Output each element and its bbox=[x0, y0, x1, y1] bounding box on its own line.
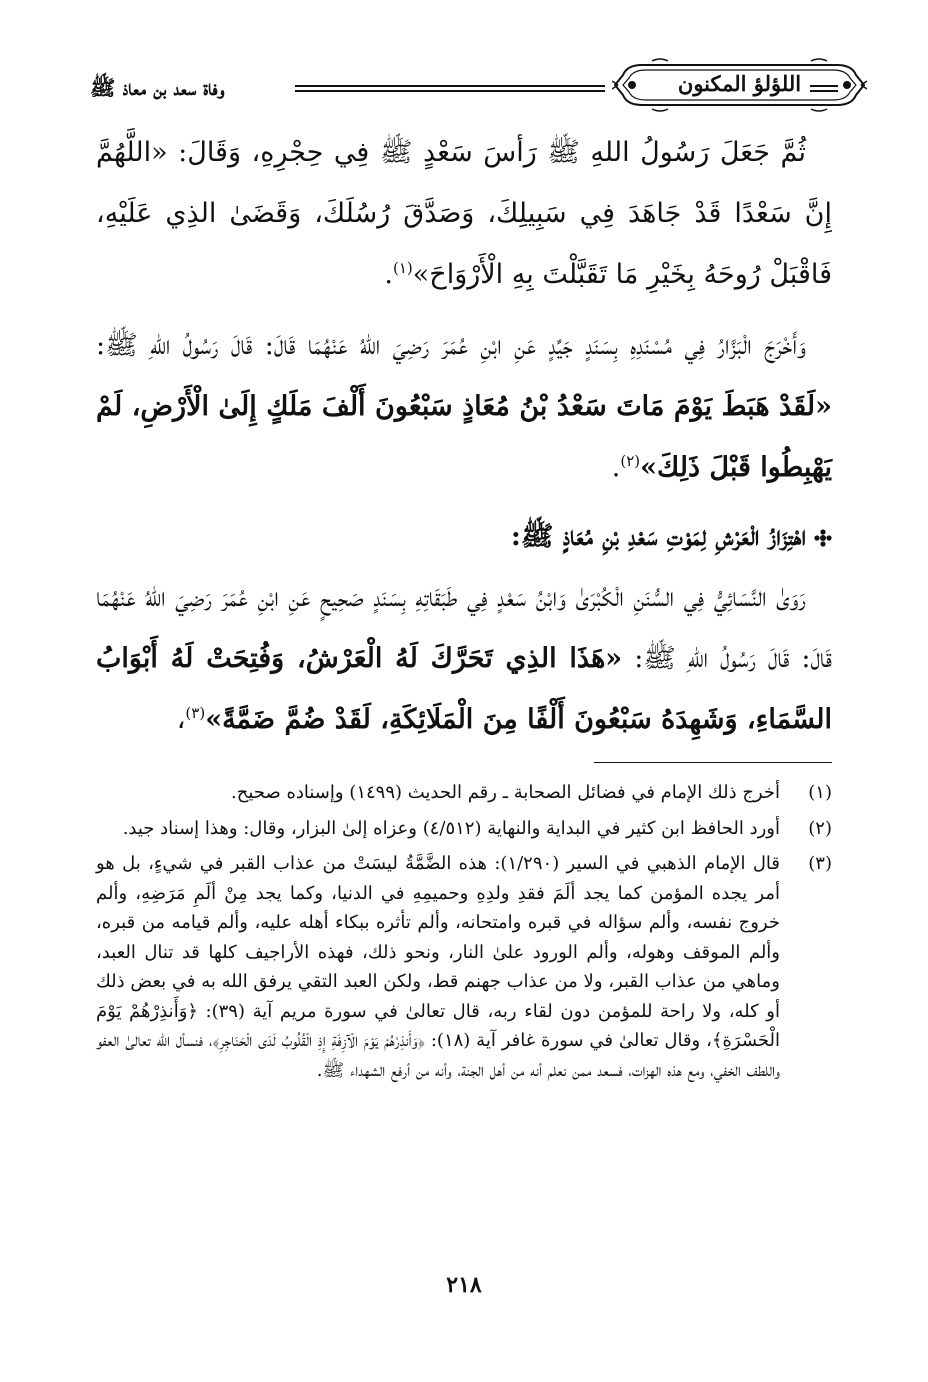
flower-bullet-icon bbox=[814, 529, 832, 547]
footnote-number: (١) bbox=[808, 782, 832, 803]
paragraph-1: ثُمَّ جَعَلَ رَسُولُ اللهِ ﷺ رَأسَ سَعْدٍ ﷺ فِي حِجْرِهِ، وَقَالَ: «اللَّهُمَّ إِنَّ سَعْدًا قَدْ جَاهَدَ فِي سَبِيلِكَ، وَصَدَّقَ رُسُلَكَ، وَقَضَىٰ الذِي عَلَيْهِ، فَاقْبَلْ رُوحَهُ بِخَيْرِ مَا تَقَبَّلْتَ بِهِ الْأَرْوَاحَ»$^{(١)}$. bbox=[96, 137, 832, 290]
footnote-text: قال الإمام الذهبي في السير (١/٢٩٠): هذه الضَّمَّةُ ليسَتْ من عذاب القبر في شيءٍ، بل هو أمر يجده المؤمن كما يجد ألَمَ فقدِ ولدِهِ وحميمِهِ في الدنيا، وكما يجد مِنْ ألَمِ مَرَضِهِ، وألم خروج نفسه، وألم سؤاله في قبره وامتحانه، وألم تأثره ببكاء أهله عليه، وألم قيامه من قبره، وألم الموقف وهوله، وألم الورود علىٰ النار، ونحو ذلك، فهذه الأراجيف كلها قد تنال العبد، وماهي من عذاب القبر، ولا من عذاب جهنم قط، ولكن العبد التقي يرفق الله به في بعض ذلك أو كله، ولا راحة للمؤمن دون لقاء ربه، قال تعالىٰ في سورة مريم آية (٣٩): ﴿وَأَنذِرْهُمْ يَوْمَ الْحَسْرَةِ﴾، وقال تعالىٰ في سورة غافر آية (١٨): ﴿وَأَنذِرْهُمْ يَوْمَ الْآزِفَةِ إِذِ الْقُلُوبُ لَدَى الْحَنَاجِرِ﴾، فنسأل الله تعالىٰ العفو واللطف الخفي، ومع هذه الهزات، فسعد ممن نعلم أنه من أهل الجنة، وأنه من أرفع الشهداء ﷺ. bbox=[96, 853, 780, 1081]
page-number: ٢١٨ bbox=[446, 1272, 482, 1298]
paragraph-3: رَوَىٰ النَّسَائِيُّ فِي السُّنَنِ الْكُبْرَىٰ وَابْنُ سَعْدٍ فِي طَبَقَاتِهِ بِسَنَدٍ صَحِيحٍ عَنِ ابْنِ عُمَرَ رَضِيَ اللهُ عَنْهُمَا قَالَ: قَالَ رَسُولُ اللهِ ﷺ: «هَذَا الذِي تَحَرَّكَ لَهُ الْعَرْشُ، وَفُتِحَتْ لَهُ أَبْوَابُ السَّمَاءِ، وَشَهِدَهُ سَبْعُونَ أَلْفًا مِنَ الْمَلَائِكَةِ، لَقَدْ ضُمَّ ضَمَّةً»$^{(٣)}$، bbox=[96, 582, 832, 735]
header-rule-right bbox=[810, 85, 838, 92]
hadith-quote-3: «هَذَا الذِي تَحَرَّكَ لَهُ الْعَرْشُ، وَفُتِحَتْ لَهُ أَبْوَابُ السَّمَاءِ، وَشَهِدَهُ سَبْعُونَ أَلْفًا مِنَ الْمَلَائِكَةِ، لَقَدْ ضُمَّ ضَمَّةً» bbox=[96, 643, 832, 735]
section-heading: اهْتِزَازُ الْعَرْشِ لِمَوْتِ سَعْدِ بْنِ مُعَاذٍ ﷺ: bbox=[96, 506, 832, 567]
footnote-2 bbox=[96, 814, 832, 844]
footnotes bbox=[96, 778, 832, 1091]
header-rule bbox=[295, 85, 605, 92]
footnote-text: أورد الحافظ ابن كثير في البداية والنهاية (٤/٥١٢) وعزاه إلىٰ البزار، وقال: وهذا إسناد جيد. bbox=[122, 817, 780, 839]
footnote-separator bbox=[594, 762, 832, 763]
footnote-ref-3[interactable]: (٣) bbox=[185, 704, 206, 722]
chapter-title: وفاة سعد بن معاذ ﷺ bbox=[90, 75, 225, 100]
footnote-ref-1[interactable]: (١) bbox=[392, 259, 413, 277]
footnote-number: (٣) bbox=[808, 853, 832, 874]
paragraph-2: وَأَخْرَجَ الْبَزَّارُ فِي مُسْنَدِهِ بِسَنَدٍ جَيِّدٍ عَنِ ابْنِ عُمَرَ رَضِيَ اللهُ عَنْهُمَا قَالَ: قَالَ رَسُولُ اللهِ ﷺ: «لَقَدْ هَبَطَ يَوْمَ مَاتَ سَعْدُ بْنُ مُعَاذٍ سَبْعُونَ أَلْفَ مَلَكٍ إِلَىٰ الْأَرْضِ، لَمْ يَهْبِطُوا قَبْلَ ذَلِكَ»$^{(٢)}$. bbox=[96, 330, 832, 483]
footnote-1 bbox=[96, 778, 832, 808]
footnote-3 bbox=[96, 849, 832, 1085]
main-text bbox=[96, 122, 832, 750]
footnote-number: (٢) bbox=[808, 817, 832, 839]
hadith-quote-2: «لَقَدْ هَبَطَ يَوْمَ مَاتَ سَعْدُ بْنُ مُعَاذٍ سَبْعُونَ أَلْفَ مَلَكٍ إِلَىٰ الْأَرْضِ، لَمْ يَهْبِطُوا قَبْلَ ذَلِكَ» bbox=[96, 391, 832, 483]
running-header bbox=[90, 55, 838, 117]
footnote-ref-2[interactable]: (٢) bbox=[620, 452, 641, 470]
footnote-text: أخرج ذلك الإمام في فضائل الصحابة ـ رقم الحديث (١٤٩٩) وإسناده صحيح. bbox=[231, 782, 780, 803]
book-title: اللؤلؤ المكنون bbox=[677, 71, 802, 96]
